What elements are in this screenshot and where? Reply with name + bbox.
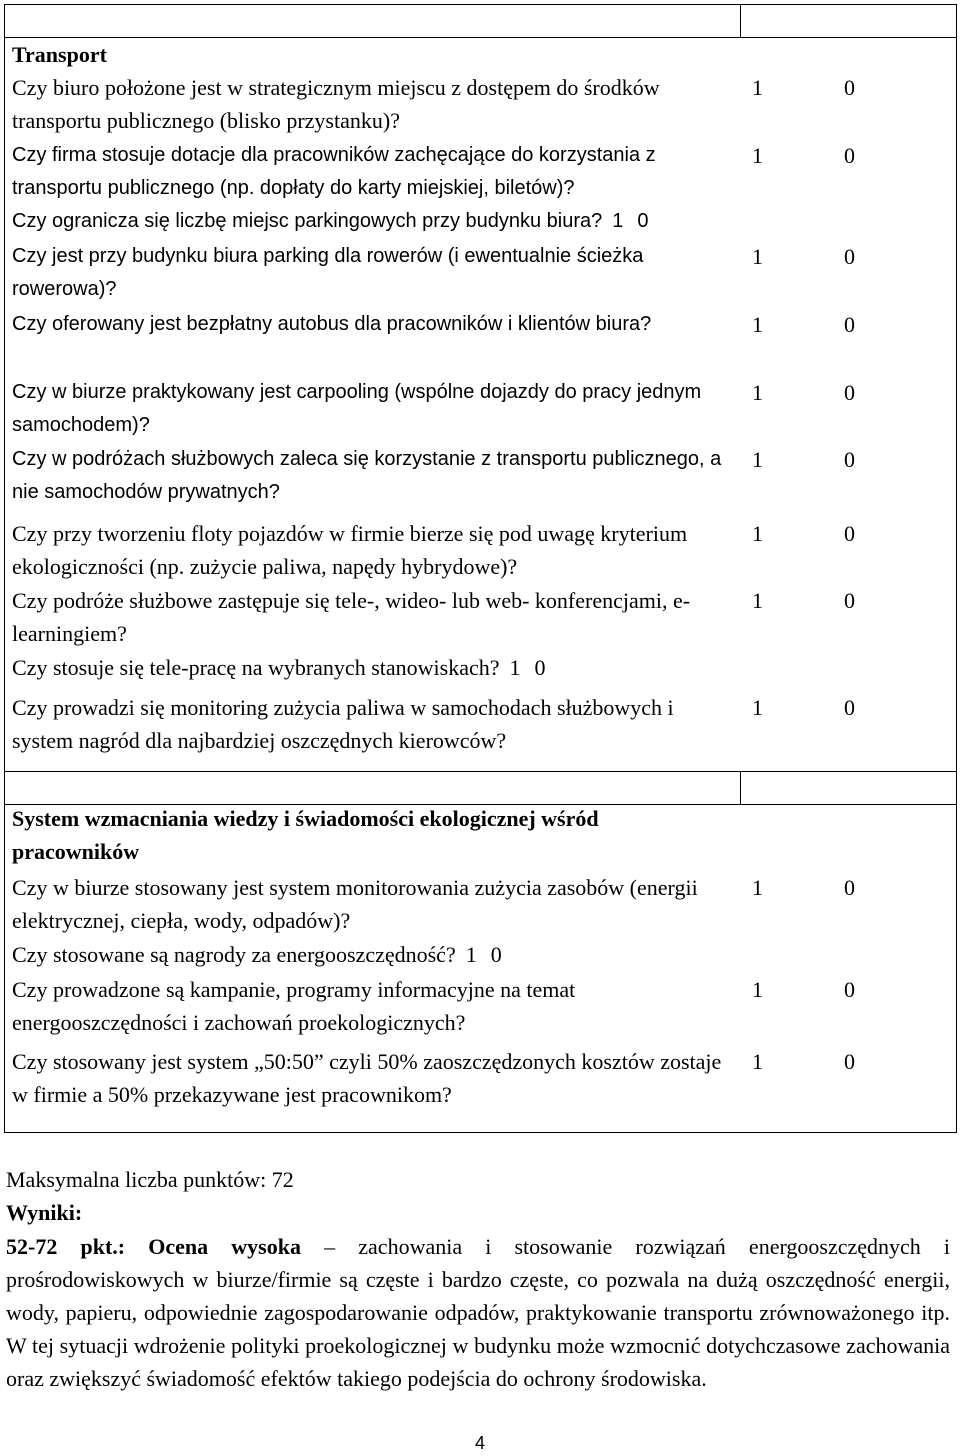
question-text: Czy w biurze stosowany jest system monitorowania zużycia zasobów (energii elektrycznej, ciepła, wody, odpadów)? (12, 875, 698, 933)
question-text: Czy firma stosuje dotacje dla pracowników zachęcające do korzystania z transportu publicznego (np. dopłaty do karty miejskiej, biletów)? (12, 144, 656, 199)
score-column-divider (740, 4, 741, 38)
yes-score: 1 (509, 655, 521, 680)
score-options (752, 584, 855, 617)
score-options (752, 871, 855, 904)
page-number: 4 (474, 1433, 485, 1453)
no-score: 0 (844, 380, 855, 405)
no-score: 0 (844, 143, 855, 168)
yes-score: 1 (752, 143, 763, 168)
score-options (752, 973, 855, 1006)
section-heading (12, 38, 956, 71)
no-score: 0 (844, 312, 855, 337)
score-options (752, 240, 855, 273)
question-text: Czy ogranicza się liczbę miejsc parkingowych przy budynku biura? (12, 210, 603, 232)
results-label: Wyniki: (6, 1200, 83, 1225)
question-text: Czy podróże służbowe zastępuje się tele-, wideo- lub web- konferencjami, e-learningiem? (12, 588, 691, 646)
question-inline (12, 938, 956, 971)
yes-score: 1 (752, 380, 763, 405)
score-options (752, 1045, 855, 1078)
question-text: Czy w biurze praktykowany jest carpooling (wspólne dojazdy do pracy jednym samochodem)? (12, 381, 702, 436)
no-score: 0 (490, 942, 502, 967)
score-options (752, 517, 855, 550)
result-range: 52-72 pkt.: (6, 1234, 126, 1259)
yes-score: 1 (752, 875, 763, 900)
result-text: – zachowania i stosowanie rozwiązań energooszczędnych i prośrodowiskowych w biurze/firmie są częste i bardzo częste, co pozwala na dużą oszczędność energii, wody, papieru, odpowiednie zagospodarowanie odpadów, praktykowanie transportu zrównoważonego itp. W tej sytuacji wdrożenie polityki proekologicznej w budynku może wzmocnić dotychczasowe zachowania oraz zwiększyć świadomość efektów takiego podejścia do ochrony środowiska. (6, 1234, 951, 1391)
no-score: 0 (637, 210, 649, 232)
yes-score: 1 (752, 447, 763, 472)
no-score: 0 (844, 695, 855, 720)
question-text: Czy prowadzone są kampanie, programy informacyjne na temat energooszczędności i zachowań proekologicznych? (12, 977, 576, 1035)
question-text: Czy stosowane są nagrody za energooszczędność? (12, 942, 456, 967)
score-options (752, 691, 855, 724)
yes-score: 1 (752, 521, 763, 546)
max-points: Maksymalna liczba punktów: 72 (6, 1167, 294, 1192)
score-options (612, 210, 648, 232)
yes-score: 1 (465, 942, 477, 967)
yes-score: 1 (752, 695, 763, 720)
score-column-divider (740, 771, 741, 805)
score-options (466, 942, 502, 967)
question-text: Czy w podróżach służbowych zaleca się korzystanie z transportu publicznego, a nie samochodów prywatnych? (12, 448, 722, 503)
question-text: Czy przy tworzeniu floty pojazdów w firmie bierze się pod uwagę kryterium ekologiczności (np. zużycie paliwa, napędy hybrydowe)? (12, 521, 688, 579)
question-text: Czy prowadzi się monitoring zużycia paliwa w samochodach służbowych i system nagród dla najbardziej oszczędnych kierowców? (12, 695, 674, 753)
score-options (752, 139, 855, 172)
yes-score: 1 (752, 977, 763, 1002)
result-rating: Ocena wysoka (148, 1234, 301, 1259)
score-options (752, 71, 855, 104)
no-score: 0 (844, 244, 855, 269)
yes-score: 1 (752, 1049, 763, 1074)
yes-score: 1 (752, 312, 763, 337)
question-text: Czy oferowany jest bezpłatny autobus dla pracowników i klientów biura? (12, 313, 652, 335)
no-score: 0 (844, 75, 855, 100)
no-score: 0 (844, 875, 855, 900)
score-options (752, 443, 855, 476)
no-score: 0 (844, 588, 855, 613)
yes-score: 1 (752, 588, 763, 613)
question-text: Czy jest przy budynku biura parking dla rowerów (i ewentualnie ścieżka rowerowa)? (12, 245, 644, 300)
question-inline (12, 651, 956, 684)
score-options (752, 308, 855, 341)
no-score: 0 (844, 977, 855, 1002)
score-options (752, 376, 855, 409)
question-inline (12, 205, 956, 238)
no-score: 0 (844, 521, 855, 546)
question-text: Czy stosowany jest system „50:50” czyli 50% zaoszczędzonych kosztów zostaje w firmie a 50% przekazywane jest pracownikom? (12, 1049, 722, 1107)
no-score: 0 (844, 1049, 855, 1074)
yes-score: 1 (752, 75, 763, 100)
score-options (510, 655, 546, 680)
question-text: Czy biuro położone jest w strategicznym miejscu z dostępem do środków transportu publicznego (blisko przystanku)? (12, 75, 660, 133)
no-score: 0 (844, 447, 855, 472)
question-text: Czy stosuje się tele-pracę na wybranych stanowiskach? (12, 655, 500, 680)
section-heading (12, 802, 956, 868)
awareness-heading: System wzmacniania wiedzy i świadomości ekologicznej wśród pracowników (12, 806, 599, 864)
result-description (6, 1230, 950, 1395)
yes-score: 1 (612, 210, 624, 232)
no-score: 0 (534, 655, 546, 680)
transport-heading: Transport (12, 42, 107, 67)
yes-score: 1 (752, 244, 763, 269)
